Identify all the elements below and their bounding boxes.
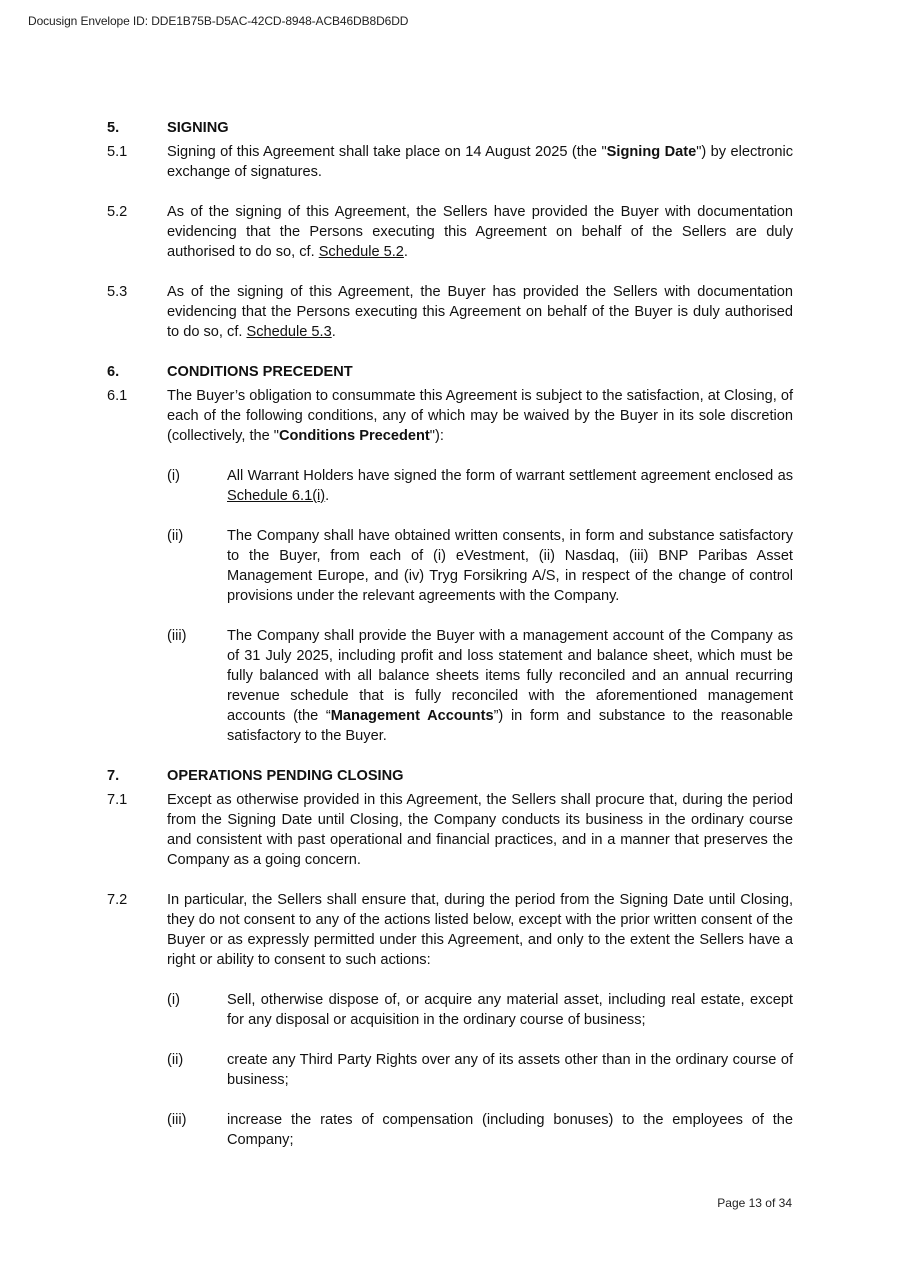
clause-text: Signing of this Agreement shall take place on 14 August 2025 (the "Signing Date") by electronic exchange of signatures. [167, 144, 793, 180]
clause-5-3 [107, 282, 793, 342]
document-body [107, 118, 793, 1170]
section-5-heading [107, 118, 793, 138]
clause-text: As of the signing of this Agreement, the Buyer has provided the Sellers with documentation evidencing that the Persons executing this Agreement on behalf of the Buyer is duly authorised to do so, cf. Schedule 5.3. [167, 284, 793, 340]
clause-6-1 [107, 386, 793, 446]
item-number: (i) [167, 468, 180, 484]
defined-term: Management Accounts [330, 708, 494, 724]
item-number: (iii) [167, 1112, 187, 1128]
section-number: 6. [107, 364, 120, 380]
clause-7-2 [107, 890, 793, 970]
section-title: CONDITIONS PRECEDENT [167, 364, 353, 380]
condition-ii [167, 526, 793, 606]
item-text: The Company shall provide the Buyer with a management account of the Company as of 31 July 2025, including profit and loss statement and balance sheet, which must be fully balanced with all balance sheets items fully reconciled and an annual recurring revenue schedule that is fully reconciled with the aforementioned management accounts (the “Management Accounts”) in form and substance to the reasonable satisfactory to the Buyer. [227, 628, 793, 744]
item-number: (i) [167, 992, 180, 1008]
item-text: increase the rates of compensation (including bonuses) to the employees of the Company; [227, 1112, 793, 1148]
condition-iii [167, 626, 793, 746]
clause-number: 6.1 [107, 388, 128, 404]
clause-text: The Buyer’s obligation to consummate this Agreement is subject to the satisfaction, at Closing, of each of the following conditions, any of which may be waived by the Buyer in its sole discretion (collectively, the "Conditions Precedent"): [167, 388, 793, 444]
section-number: 7. [107, 768, 120, 784]
clause-text: As of the signing of this Agreement, the Sellers have provided the Buyer with documentation evidencing that the Persons executing this Agreement on behalf of the Sellers are duly authorised to do so, cf. Schedule 5.2. [167, 204, 793, 260]
restriction-ii [167, 1050, 793, 1090]
clause-number: 5.3 [107, 284, 128, 300]
clause-5-2 [107, 202, 793, 262]
schedule-link: Schedule 6.1(i) [227, 488, 326, 504]
section-6-heading [107, 362, 793, 382]
schedule-link: Schedule 5.2 [318, 244, 404, 260]
section-title: SIGNING [167, 120, 229, 136]
item-number: (ii) [167, 528, 184, 544]
restriction-iii [167, 1110, 793, 1150]
clause-text: Except as otherwise provided in this Agreement, the Sellers shall procure that, during the period from the Signing Date until Closing, the Company conducts its business in the ordinary course and consistent with past operational and financial practices, and in a manner that preserves the Company as a going concern. [167, 792, 793, 868]
clause-5-1 [107, 142, 793, 182]
section-7-heading [107, 766, 793, 786]
item-text: The Company shall have obtained written consents, in form and substance satisfactory to the Buyer, from each of (i) eVestment, (ii) Nasdaq, (iii) BNP Paribas Asset Management Europe, and (iv) Tryg Forsikring A/S, in respect of the change of control provisions under the relevant agreements with the Company. [227, 528, 793, 604]
restriction-i [167, 990, 793, 1030]
clause-number: 7.2 [107, 892, 128, 908]
item-text: Sell, otherwise dispose of, or acquire any material asset, including real estate, except for any disposal or acquisition in the ordinary course of business; [227, 992, 793, 1028]
item-number: (iii) [167, 628, 187, 644]
section-number: 5. [107, 120, 120, 136]
clause-7-1 [107, 790, 793, 870]
envelope-id: Docusign Envelope ID: DDE1B75B-D5AC-42CD-8948-ACB46DB8D6DD [28, 14, 409, 28]
schedule-link: Schedule 5.3 [246, 324, 332, 340]
clause-number: 5.1 [107, 144, 128, 160]
clause-number: 5.2 [107, 204, 128, 220]
page-number: Page 13 of 34 [717, 1196, 792, 1210]
clause-text: In particular, the Sellers shall ensure that, during the period from the Signing Date until Closing, they do not consent to any of the actions listed below, except with the prior written consent of the Buyer or as expressly permitted under this Agreement, and only to the extent the Sellers have a right or ability to consent to such actions: [167, 892, 793, 968]
condition-i [167, 466, 793, 506]
clause-number: 7.1 [107, 792, 128, 808]
item-number: (ii) [167, 1052, 184, 1068]
section-title: OPERATIONS PENDING CLOSING [167, 768, 404, 784]
item-text: create any Third Party Rights over any of its assets other than in the ordinary course of business; [227, 1052, 793, 1088]
defined-term: Signing Date [606, 144, 697, 160]
defined-term: Conditions Precedent [278, 428, 430, 444]
item-text: All Warrant Holders have signed the form of warrant settlement agreement enclosed as Schedule 6.1(i). [227, 468, 793, 504]
